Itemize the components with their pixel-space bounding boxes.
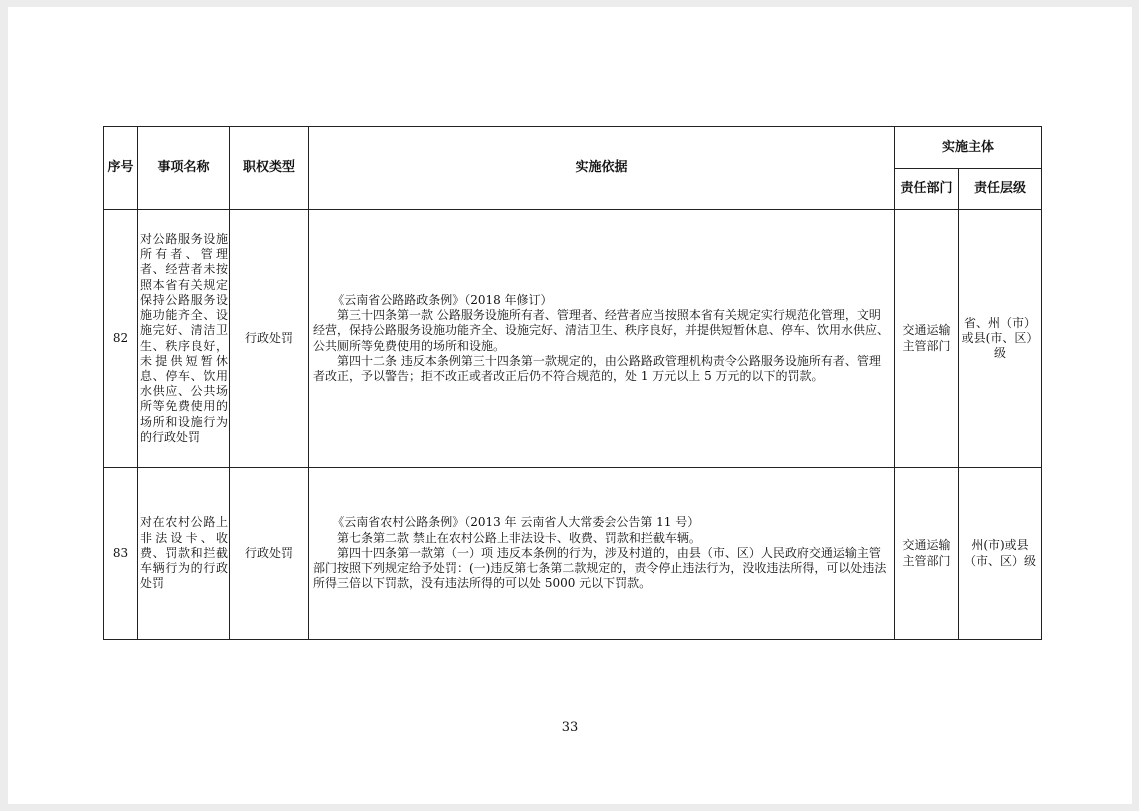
row-basis (309, 468, 895, 640)
basis-title: 《云南省农村公路条例》（2013 年 云南省人大常委会公告第 11 号） (332, 515, 700, 530)
row-power-type: 行政处罚 (230, 468, 309, 640)
row-basis (309, 210, 895, 468)
table-row (104, 210, 1042, 468)
row-item-name: 对公路服务设施所有者、管理者、经营者未按照本省有关规定保持公路服务设施功能齐全、设施完好、清洁卫生、秩序良好，未提供短暂休息、停车、饮用水供应、公共场所等免费使用的场所和设施行为的行政处罚 (138, 210, 230, 468)
basis-clause: 第七条第二款 禁止在农村公路上非法设卡、收费、罚款和拦截车辆。 (337, 530, 701, 545)
basis-title: 《云南省公路路政条例》（2018 年修订） (332, 292, 553, 307)
header-seq: 序号 (104, 127, 138, 210)
header-power-type: 职权类型 (230, 127, 309, 210)
row-item-name: 对在农村公路上非法设卡、收费、罚款和拦截车辆行为的行政处罚 (138, 468, 230, 640)
header-impl-body: 实施主体 (895, 127, 1042, 169)
header-basis: 实施依据 (309, 127, 895, 210)
header-resp-dept: 责任部门 (895, 169, 959, 210)
header-item-name: 事项名称 (138, 127, 230, 210)
table-row (104, 468, 1042, 640)
basis-clause: 第四十四条第一款第（一）项 违反本条例的行为，涉及村道的，由县（市、区）人民政府交通运输主管部门按照下列规定给予处罚：(一)违反第七条第二款规定的，责令停止违法行为，没收违法所得，可以处违法所得三倍以下罚款，没有违法所得的可以处 5000 元以下罚款。 (313, 545, 887, 591)
header-resp-level: 责任层级 (959, 169, 1042, 210)
row-resp-level: 省、州（市）或县(市、区）级 (959, 210, 1042, 468)
row-resp-dept: 交通运输主管部门 (895, 210, 959, 468)
document-page (8, 7, 1132, 804)
header-row-1 (104, 127, 1042, 169)
row-seq: 82 (104, 210, 138, 468)
page-number: 33 (561, 720, 579, 735)
basis-clause: 第四十二条 违反本条例第三十四条第一款规定的，由公路路政管理机构责令公路服务设施所有者、管理者改正，予以警告；拒不改正或者改正后仍不符合规范的，处 1 万元以上 5 万元的以下的罚款。 (313, 353, 881, 383)
basis-clause: 第三十四条第一款 公路服务设施所有者、管理者、经营者应当按照本省有关规定实行规范化管理，文明经营，保持公路服务设施功能齐全、设施完好、清洁卫生、秩序良好，并提供短暂休息、停车、饮用水供应、公共厕所等免费使用的场所和设施。 (313, 308, 890, 353)
row-resp-dept: 交通运输主管部门 (895, 468, 959, 640)
row-resp-level: 州(市)或县（市、区）级 (959, 468, 1042, 640)
row-power-type: 行政处罚 (230, 210, 309, 468)
enforcement-table (103, 126, 1042, 640)
row-seq: 83 (104, 468, 138, 640)
